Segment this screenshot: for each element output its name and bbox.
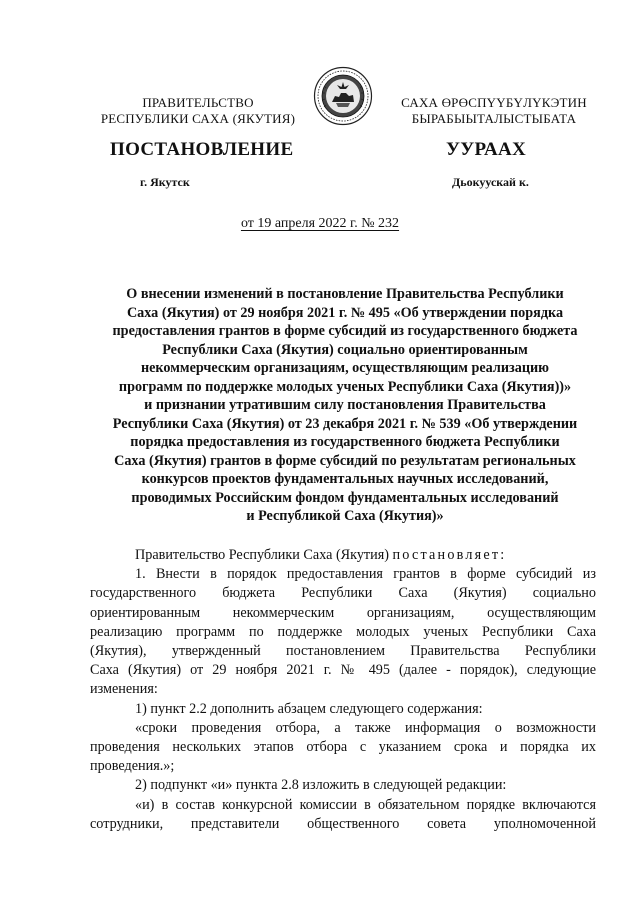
title-line: программ по поддержке молодых ученых Республики Саха (Якутия))»: [118, 378, 572, 395]
sakha-coat-of-arms-icon: [313, 66, 373, 126]
date-number-line: [0, 215, 640, 233]
title-line: конкурсов проектов фундаментальных научных исследований,: [141, 471, 549, 487]
header-right-line2: БЫРАБЫЫТАЛЫСТЫБАТА: [411, 111, 577, 126]
title-line: Республики Саха (Якутия) социально ориентированным: [162, 341, 528, 358]
title-line: Саха (Якутия) от 29 ноября 2021 г. № 495 «Об утверждении порядка: [126, 304, 564, 321]
body-line: «и) в состав конкурсной комиссии в обязательном порядке включаются: [135, 796, 596, 813]
body-line: сотрудники, представители общественного совета уполномоченной: [90, 815, 596, 832]
body-line: (Якутия), утвержденный постановлением Правительства Республики: [90, 643, 596, 660]
header-left-authority: [98, 95, 298, 127]
body-line: «сроки проведения отбора, а также информация о возможности: [135, 719, 596, 736]
title-line: и признании утратившим силу постановления Правительства: [144, 397, 546, 413]
preamble-start: Правительство Республики Саха (Якутия): [135, 547, 389, 563]
title-line: и Республикой Саха (Якутия)»: [246, 508, 444, 524]
title-line: предоставления грантов в форме субсидий из государственного бюджета: [112, 323, 578, 339]
body-line: 1) пункт 2.2 дополнить абзацем следующего содержания:: [135, 700, 483, 717]
title-line: проводимых Российским фондом фундаментальных исследований: [131, 489, 559, 506]
title-line: некоммерческим организациям, осуществляющим реализацию: [140, 360, 550, 376]
document-title: [80, 285, 610, 526]
body-line: проведения.»;: [90, 758, 175, 775]
body-line: изменения:: [90, 681, 158, 698]
body-line: проведения нескольких этапов отбора с указанием срока и порядка их: [90, 739, 596, 756]
city-right: Дьокуускай к.: [452, 175, 529, 189]
header-left-line2: РЕСПУБЛИКИ САХА (ЯКУТИЯ): [100, 111, 296, 126]
title-line: Республики Саха (Якутия) от 23 декабря 2021 г. № 539 «Об утверждении: [112, 415, 578, 432]
preamble-resolves: постановляет:: [392, 547, 507, 563]
body-line: реализацию программ по поддержке молодых ученых Республики Саха: [90, 623, 596, 640]
body-line: 1. Внести в порядок предоставления грантов в форме субсидий из: [135, 566, 596, 583]
body-line: 2) подпункт «и» пункта 2.8 изложить в следующей редакции:: [135, 777, 507, 794]
header-left-line1: ПРАВИТЕЛЬСТВО: [142, 95, 254, 110]
body-line: государственного бюджета Республики Саха (Якутия) социально: [90, 585, 596, 602]
title-left: ПОСТАНОВЛЕНИЕ: [110, 139, 294, 160]
title-right: УУРААХ: [446, 139, 527, 160]
title-line: О внесении изменений в постановление Правительства Республики: [126, 286, 564, 302]
header-right-line1: САХА ӨРӨСПҮҮБҮЛҮКЭТИН: [401, 95, 587, 110]
title-line: Саха (Якутия) грантов в форме субсидий по результатам региональных: [114, 452, 576, 469]
preamble: [90, 546, 596, 565]
header-right-authority: [378, 95, 610, 127]
body-line: ориентированным некоммерческим организациям, осуществляющим: [90, 604, 596, 621]
date-number-text: от 19 апреля 2022 г. № 232: [240, 216, 400, 231]
body-line: Саха (Якутия) от 29 ноября 2021 г. № 495 (далее - порядок), следующие: [90, 662, 596, 679]
title-line: порядка предоставления из государственного бюджета Республики: [130, 434, 560, 450]
document-body: [90, 546, 596, 834]
city-left: г. Якутск: [140, 175, 190, 189]
